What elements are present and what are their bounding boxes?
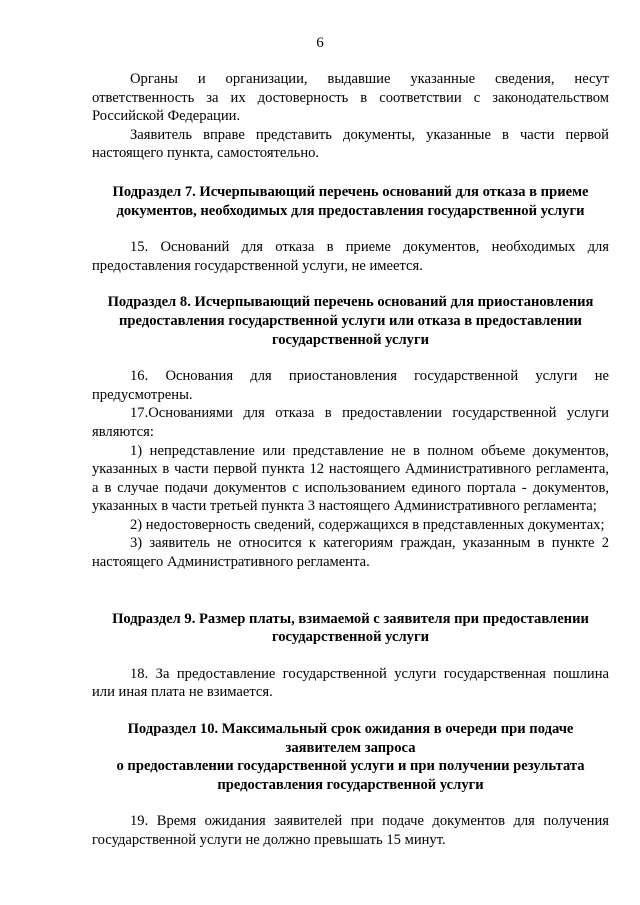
paragraph-17-item-2: 2) недостоверность сведений, содержащихся в представленных документах; xyxy=(130,516,605,533)
subsection-7-title xyxy=(92,183,609,220)
paragraph-17-item-1: 1) непредставление или представление не в полном объеме документов, указанных в части первой пункта 12 настоящего Административного регламента, а в случае подачи документов с использованием единого портала - документов, указанных в части третьей пункта 3 настоящего Административного регламента; xyxy=(92,442,609,515)
document-body xyxy=(92,70,609,850)
subsection-8-title-line: предоставления государственной услуги или отказа в предоставлении xyxy=(119,312,582,329)
subsection-10-title-line: предоставления государственной услуги xyxy=(217,776,484,793)
subsection-7-title-line: Подраздел 7. Исчерпывающий перечень оснований для отказа в приеме xyxy=(112,183,589,200)
subsection-10-title xyxy=(92,720,609,794)
subsection-9-title-line: государственной услуги xyxy=(271,629,430,646)
subsection-9-title xyxy=(92,610,609,647)
subsection-10-title-line: о предоставлении государственной услуги и при получении результата xyxy=(116,758,585,775)
subsection-9-title-line: Подраздел 9. Размер платы, взимаемой с заявителя при предоставлении xyxy=(112,610,589,627)
paragraph-17-item-3: 3) заявитель не относится к категориям граждан, указанным в пункте 2 настоящего Административного регламента. xyxy=(92,535,609,571)
paragraph-intro-2: Заявитель вправе представить документы, указанные в части первой настоящего пункта, самостоятельно. xyxy=(92,126,609,162)
paragraph-19: 19. Время ожидания заявителей при подаче документов для получения государственной услуги не должно превышать 15 минут. xyxy=(92,813,609,848)
subsection-8-title-line: Подраздел 8. Исчерпывающий перечень оснований для приостановления xyxy=(107,294,594,311)
subsection-7-title-line: документов, необходимых для предоставления государственной услуги xyxy=(116,202,585,219)
subsection-10-title-line: заявителем запроса xyxy=(285,739,416,756)
paragraph-intro-1: Органы и организации, выдавшие указанные сведения, несут ответственность за их достоверность в соответствии с законодательством Российской Федерации. xyxy=(92,71,609,125)
paragraph-15: 15. Оснований для отказа в приеме документов, необходимых для предоставления государственной услуги, не имеется. xyxy=(92,239,609,274)
paragraph-17: 17.Основаниями для отказа в предоставлении государственной услуги являются: xyxy=(92,405,609,440)
paragraph-18: 18. За предоставление государственной услуги государственная пошлина или иная плата не взимается. xyxy=(92,665,609,701)
subsection-10-title-line: Подраздел 10. Максимальный срок ожидания в очереди при подаче xyxy=(127,721,574,738)
subsection-8-title xyxy=(92,293,609,349)
page-number: 6 xyxy=(316,35,324,51)
paragraph-16: 16. Основания для приостановления государственной услуги не предусмотрены. xyxy=(92,368,609,403)
subsection-8-title-line: государственной услуги xyxy=(271,331,430,348)
